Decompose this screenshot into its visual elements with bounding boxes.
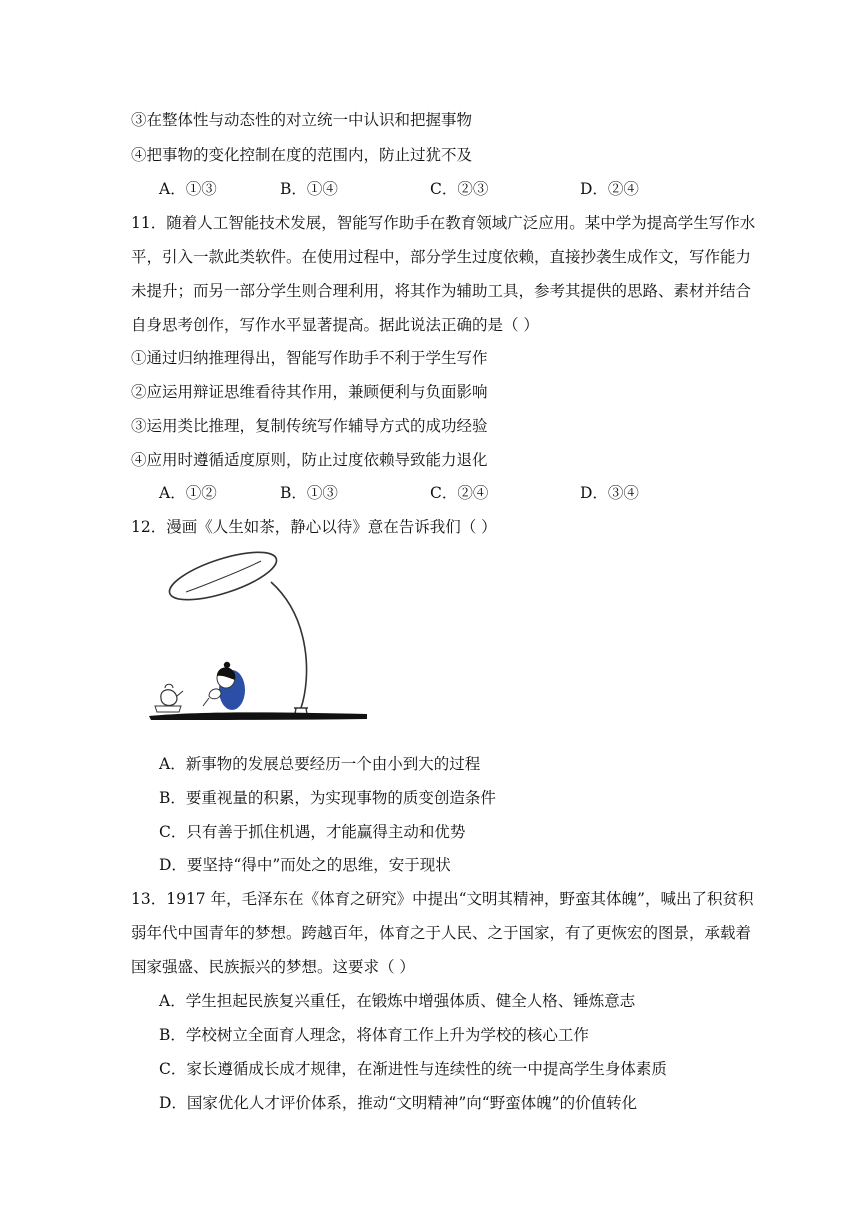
person-hair-bun: [224, 662, 230, 668]
q13-option-a: A．学生担起民族复兴重任，在锻炼中增强体质、健全人格、锤炼意志: [159, 992, 636, 1010]
umbrella-pole: [271, 582, 307, 708]
q13-option-c: C．家长遵循成长成才规律，在渐进性与连续性的统一中提高学生身体素质: [159, 1060, 667, 1078]
q12-option-b: B．要重视量的积累，为实现事物的质变创造条件: [159, 789, 496, 807]
q11-statement-2: ②应运用辩证思维看待其作用，兼顾便利与负面影响: [131, 383, 488, 401]
comic-illustration: [143, 548, 371, 740]
q13-option-d: D．国家优化人才评价体系，推动“文明精神”向“野蛮体魄”的价值转化: [159, 1094, 638, 1112]
q12-option-a: A．新事物的发展总要经历一个由小到大的过程: [159, 755, 481, 773]
q10-option-d: D．②④: [580, 180, 639, 198]
q11-option-c: C．②④: [430, 484, 489, 502]
teapot-spout: [177, 691, 183, 696]
q10-option-c: C．②③: [430, 180, 489, 198]
teapot-body: [161, 690, 177, 706]
q11-stem-line-1: 11．随着人工智能技术发展，智能写作助手在教育领域广泛应用。某中学为提高学生写作水: [131, 214, 756, 232]
q10-statement-3: ③在整体性与动态性的对立统一中认识和把握事物: [131, 111, 473, 129]
q13-stem-line-2: 弱年代中国青年的梦想。跨越百年，体育之于人民、之于国家，有了更恢宏的图景，承载着: [131, 924, 752, 942]
q10-option-b: B．①④: [280, 180, 338, 198]
q11-statement-3: ③运用类比推理，复制传统写作辅导方式的成功经验: [131, 417, 488, 435]
q12-option-c: C．只有善于抓住机遇，才能赢得主动和优势: [159, 823, 466, 841]
teapot-tray: [155, 706, 181, 712]
q11-stem-line-2: 平，引入一款此类软件。在使用过程中，部分学生过度依赖，直接抄袭生成作文，写作能力: [131, 248, 752, 266]
q11-stem-line-3: 未提升；而另一部分学生则合理利用，将其作为辅助工具，参考其提供的思路、素材并结合: [131, 282, 752, 300]
q11-statement-1: ①通过归纳推理得出，智能写作助手不利于学生写作: [131, 349, 488, 367]
q10-statement-4: ④把事物的变化控制在度的范围内，防止过犹不及: [131, 146, 473, 164]
q11-option-b: B．①③: [280, 484, 338, 502]
q13-stem-line-1: 13．1917 年，毛泽东在《体育之研究》中提出“文明其精神，野蛮其体魄”，喊出了积贫积: [131, 890, 754, 908]
umbrella-canopy: [164, 548, 281, 609]
q11-option-a: A．①②: [159, 484, 217, 502]
teapot-lid: [165, 684, 173, 688]
q10-option-a: A．①③: [159, 180, 217, 198]
q12-stem: 12．漫画《人生如茶，静心以待》意在告诉我们（ ）: [131, 518, 497, 536]
q11-option-d: D．③④: [580, 484, 639, 502]
q13-option-b: B．学校树立全面育人理念，将体育工作上升为学校的核心工作: [159, 1026, 589, 1044]
q13-stem-line-3: 国家强盛、民族振兴的梦想。这要求（ ）: [131, 958, 415, 976]
cup-handle: [203, 698, 209, 706]
tea-cup: [209, 689, 221, 699]
q12-option-d: D．要坚持“得中”而处之的思维，安于现状: [159, 856, 451, 874]
q11-stem-line-4: 自身思考创作，写作水平显著提高。据此说法正确的是（ ）: [131, 316, 539, 334]
umbrella-rim: [186, 561, 261, 592]
ground-stroke: [149, 712, 367, 720]
q11-statement-4: ④应用时遵循适度原则，防止过度依赖导致能力退化: [131, 451, 488, 469]
